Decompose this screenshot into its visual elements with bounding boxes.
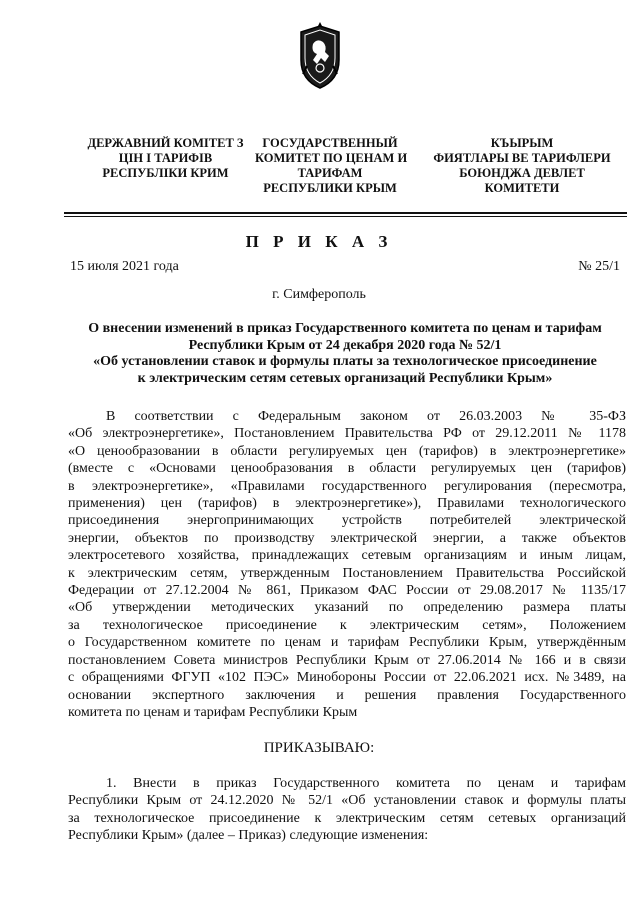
preamble-line: за технологическое присоединение к электрическим сетям», Положением — [68, 617, 626, 633]
item-line: 1. Внести в приказ Государственного комитета по ценам и тарифам — [106, 776, 626, 791]
header-line: ТАРИФАМ — [297, 166, 363, 180]
preamble-line: «Об электроэнергетике», Постановлением Правительства РФ от 29.12.2011 № 1178 — [68, 426, 626, 442]
header-crimean-tatar — [428, 136, 616, 196]
preamble-paragraph — [68, 408, 626, 721]
preamble-line: в электроэнергетике», «Правилами государственного регулирования (пересмотра, — [68, 478, 626, 494]
preamble-line: комитета по ценам и тарифам Республики Крым — [68, 704, 358, 720]
item-line: Республики Крым» (далее – Приказ) следующие изменения: — [68, 828, 429, 844]
preamble-line: присоединения энергопринимающих устройств потребителей электрической — [68, 513, 626, 529]
preamble-line: основании экспертного заключения и решения правления Государственного — [68, 687, 626, 703]
preamble-line: энергии, объектов по производству электрической энергии, а также объектов — [68, 530, 626, 546]
preamble-line: электросетевого хозяйства, принадлежащих сетевым организациям и иным лицам, — [68, 548, 626, 564]
header-line: БОЮНДЖА ДЕВЛЕТ — [459, 166, 585, 180]
header-divider-thin — [64, 216, 627, 217]
header-russian — [255, 136, 408, 196]
header-line: РЕСПУБЛИКИ КРЫМ — [263, 181, 397, 195]
preamble-line: к электрическим сетям, утвержденным Постановлением Правительства Российской — [68, 565, 626, 581]
document-number: № 25/1 — [578, 259, 620, 274]
preamble-line: (вместе с «Основами ценообразования в области регулируемых цен (тарифов) — [68, 461, 626, 477]
header-line: ЦІН І ТАРИФІВ — [118, 151, 213, 165]
header-ukrainian — [78, 136, 253, 181]
subject-line: к электрическим сетям сетевых организаций Республики Крым» — [137, 370, 553, 386]
header-line: КЪЫРЫМ — [490, 136, 554, 150]
subject-line: Республики Крым от 24 декабря 2020 года № 52/1 — [188, 337, 502, 353]
document-title: П Р И К А З — [245, 232, 393, 251]
header-line: ДЕРЖАВНИЙ КОМІТЕТ З — [87, 136, 244, 150]
header-line: ГОСУДАРСТВЕННЫЙ — [262, 136, 398, 150]
header-line: ФИЯТЛАРЫ ВЕ ТАРИФЛЕРИ — [433, 151, 611, 165]
header-line: РЕСПУБЛІКИ КРИМ — [102, 166, 229, 180]
document-city: г. Симферополь — [272, 287, 366, 302]
item-line: Республики Крым от 24.12.2020 № 52/1 «Об установлении ставок и формулы платы — [68, 793, 626, 809]
document-subject — [62, 321, 628, 387]
preamble-line: о Государственном комитете по ценам и тарифам Республики Крым, утверждённым — [68, 635, 626, 651]
subject-line: О внесении изменений в приказ Государственного комитета по ценам и тарифам — [88, 321, 602, 336]
order-heading: ПРИКАЗЫВАЮ: — [263, 740, 375, 756]
header-line: КОМИТЕТИ — [484, 181, 560, 195]
subject-line: «Об установлении ставок и формулы платы за технологическое присоединение — [93, 354, 597, 369]
preamble-line: постановлением Совета министров Республики Крым от 27.06.2014 № 166 и в связи — [68, 652, 626, 668]
preamble-line: «О ценообразовании в области регулируемых цен (тарифов) в электроэнергетике» — [68, 443, 626, 459]
document-date: 15 июля 2021 года — [70, 259, 179, 274]
crimea-emblem-icon — [293, 22, 347, 92]
preamble-line: с обращениями ФГУП «102 ПЭС» Минобороны России от 22.06.2021 исх. №3489, на — [68, 670, 626, 686]
item-line: за технологическое присоединение к электрическим сетям сетевых организаций — [68, 810, 626, 826]
preamble-line: В соответствии с Федеральным законом от 26.03.2003 № 35-ФЗ — [106, 409, 626, 424]
header-divider-thick — [64, 212, 627, 214]
order-item-1 — [68, 775, 626, 845]
header-line: КОМИТЕТ ПО ЦЕНАМ И — [255, 151, 408, 165]
preamble-line: «Об утверждении методических указаний по определению размера платы — [68, 600, 626, 616]
preamble-line: Федерации от 27.12.2004 № 861, Приказом ФАС России от 29.08.2017 № 1135/17 — [68, 583, 626, 599]
preamble-line: применения) цен (тарифов) в электроэнергетике»), Правилами технологического — [68, 496, 626, 512]
